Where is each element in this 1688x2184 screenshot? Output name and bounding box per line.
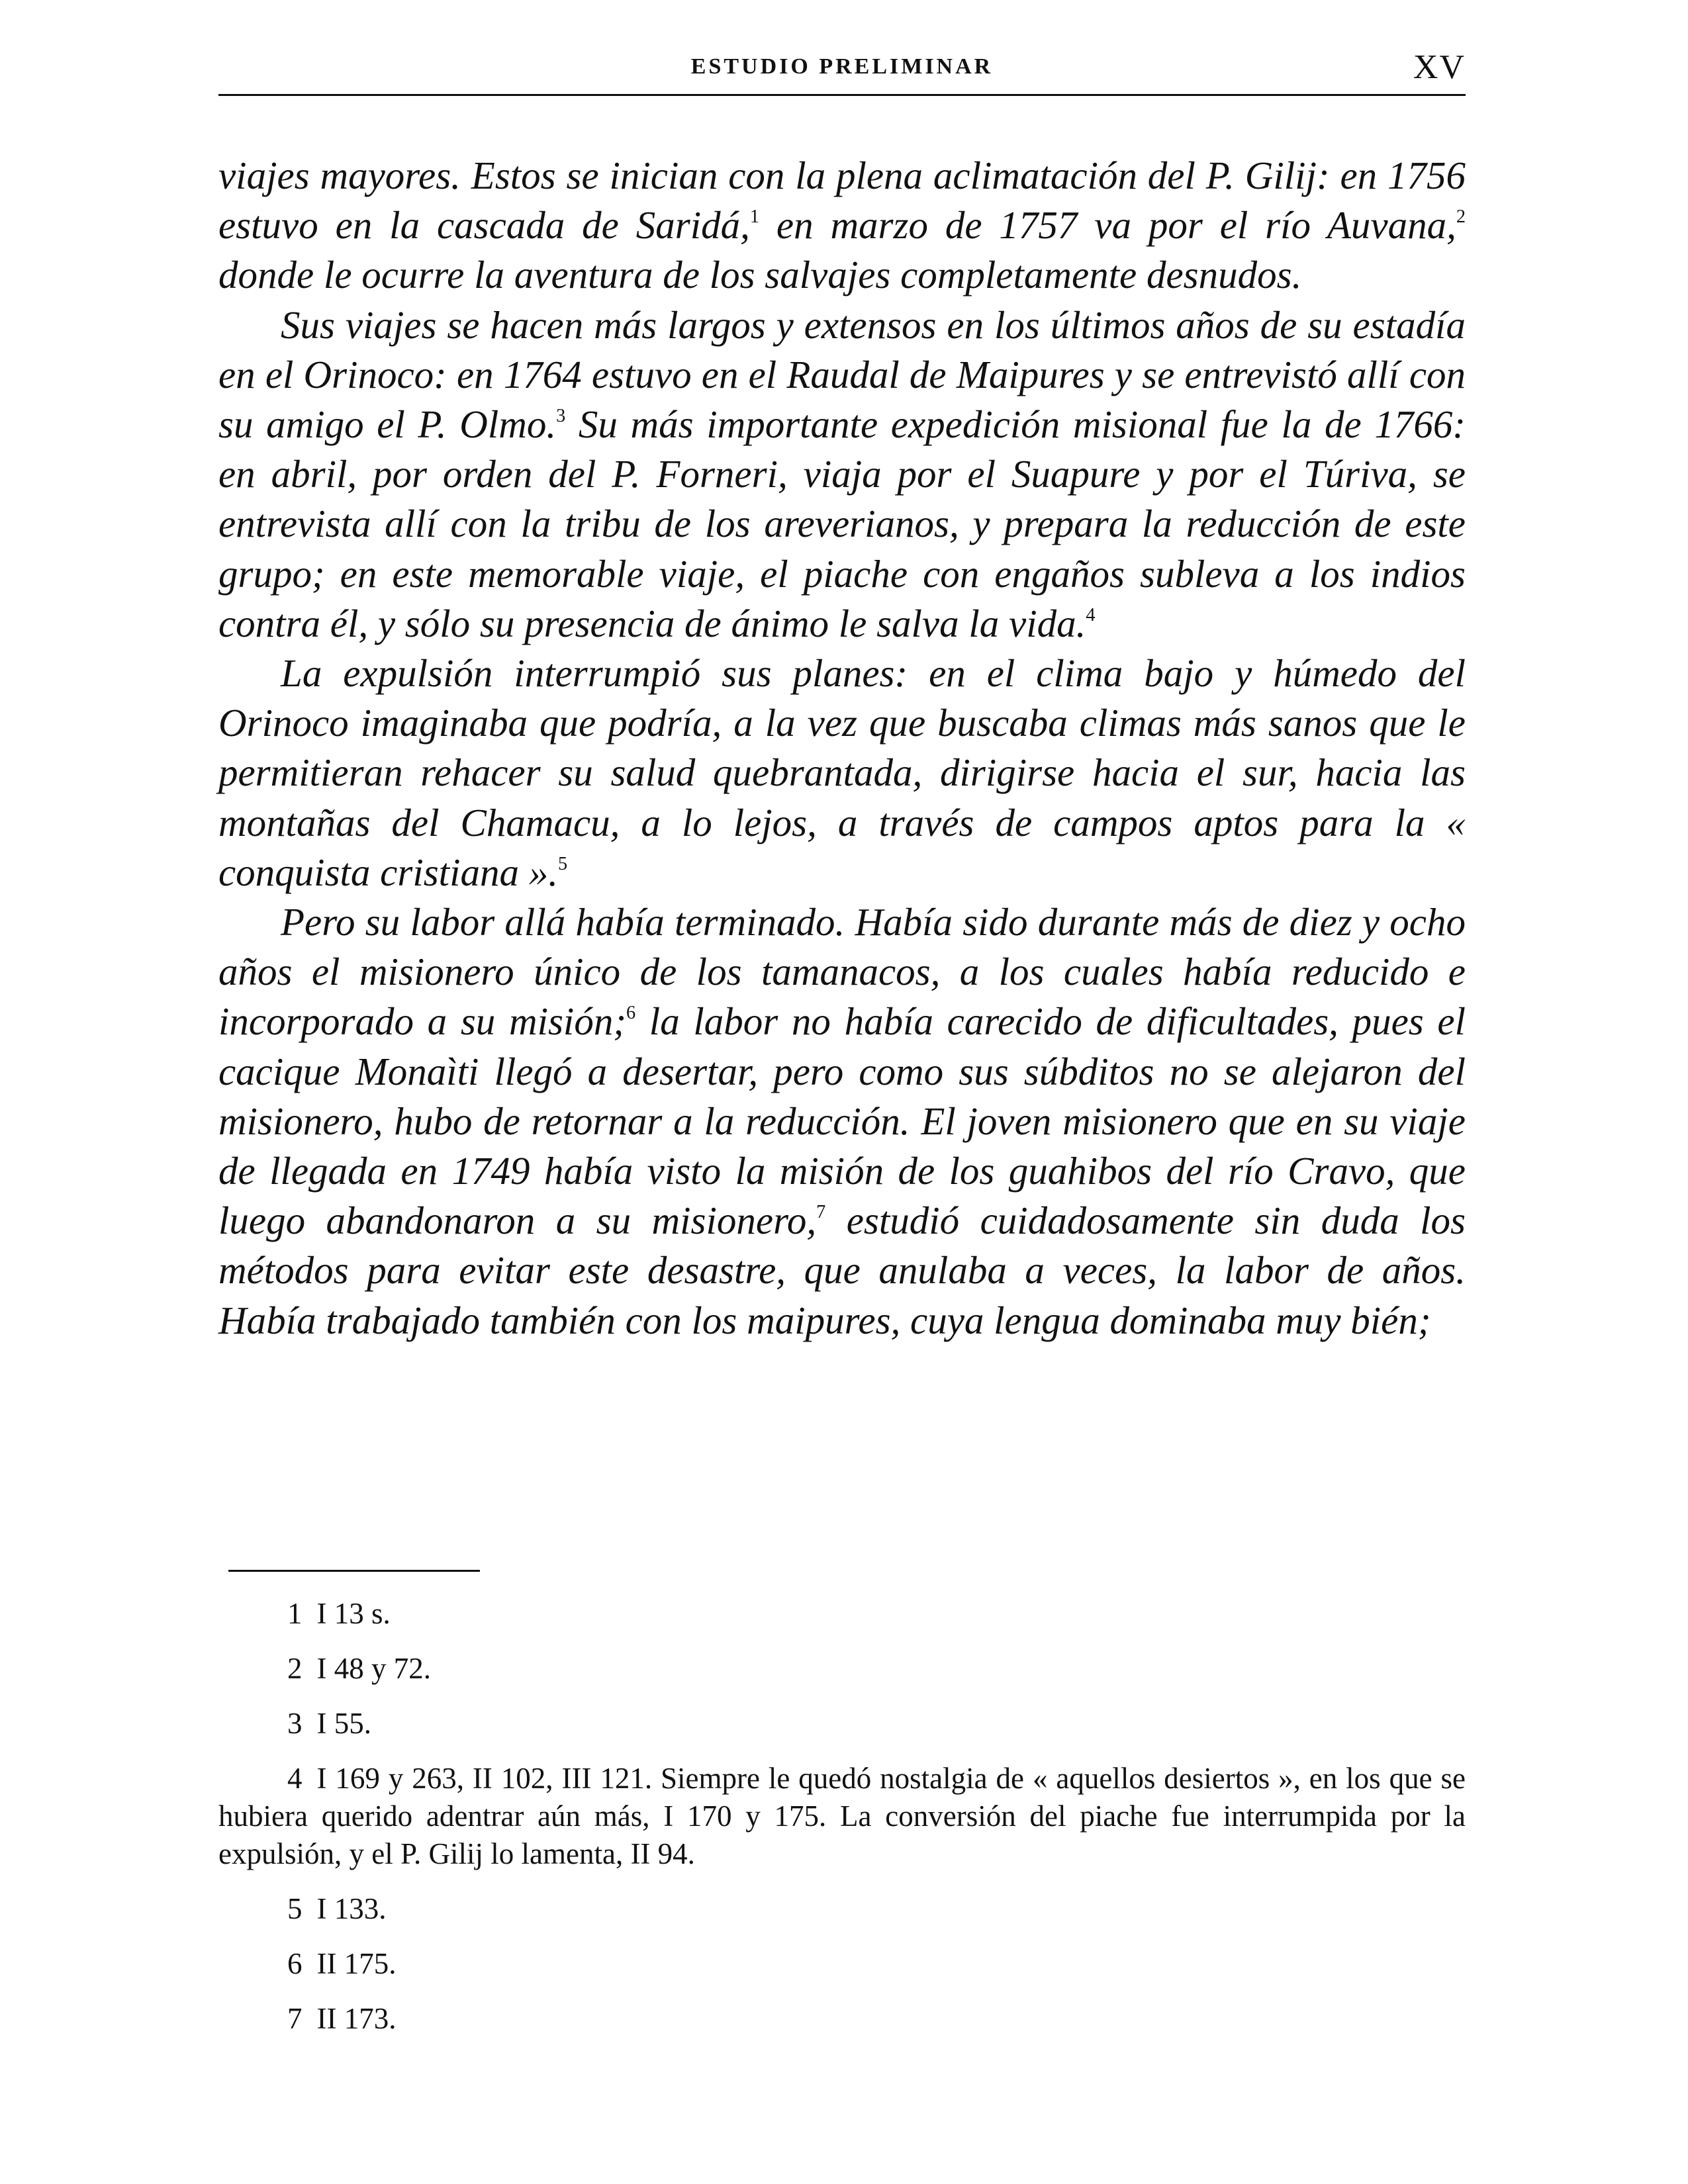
text-run: Su más importante expedición misional fue la de 1766: en abril, por orden del P. Forneri, viaja por el Suapure y por el Túriva, se entrevista allí con la tribu de los areverianos, y prepara la reducción de este grupo; en este memorable viaje, el piache con engaños subleva a los indios contra él, y sólo su presencia de ánimo le salva la vida.	[218, 402, 1466, 645]
footnote	[218, 1760, 1466, 1873]
footnote-ref-7: 7	[816, 1202, 826, 1223]
footnote-ref-5: 5	[557, 853, 568, 874]
paragraph-4	[218, 897, 1466, 1345]
page-header	[218, 48, 1466, 96]
paragraph-3	[218, 649, 1466, 897]
main-text	[218, 151, 1466, 1345]
footnote	[218, 1650, 1466, 1688]
text-run: Sus viajes se hacen más largos y extensos en los últimos años de su estadía en el Orinoco: en 1764 estuvo en el Raudal de Maipures y se entrevistó allí con su amigo el P. Olmo.	[218, 302, 1466, 447]
footnote-text: I 48 y 72.	[316, 1652, 431, 1685]
footnote-number: 3	[287, 1707, 303, 1740]
footnote	[218, 2000, 1466, 2038]
footnote-number: 5	[287, 1892, 303, 1925]
text-run: La expulsión interrumpió sus planes: en el clima bajo y húmedo del Orinoco imaginaba que podría, a la vez que buscaba climas más sanos que le permitieran rehacer su salud quebrantada, dirigirse hacia el sur, hacia las montañas del Chamacu, a lo lejos, a través de campos aptos para la « conquista cristiana ».	[218, 651, 1466, 894]
footnote	[218, 1945, 1466, 1983]
running-head: ESTUDIO PRELIMINAR	[690, 54, 994, 79]
footnote-ref-4: 4	[1086, 604, 1096, 625]
footnote-ref-2: 2	[1456, 206, 1466, 228]
text-run: estudió cuidadosamente sin duda los métodos para evitar este desastre, que anulaba a veces, la labor de años. Había trabajado también con los maipures, cuya lengua dominaba muy bién;	[218, 1199, 1466, 1342]
paragraph-2	[218, 300, 1466, 649]
footnote	[218, 1705, 1466, 1743]
footnote-text: II 173.	[316, 2002, 397, 2035]
footnote-number: 6	[287, 1947, 303, 1980]
footnote-text: II 175.	[316, 1947, 397, 1980]
footnote-ref-6: 6	[626, 1003, 636, 1024]
footnote-text: I 133.	[316, 1892, 387, 1925]
text-run: donde le ocurre la aventura de los salvajes completamente desnudos.	[218, 253, 1302, 297]
footnote-text: I 13 s.	[316, 1597, 391, 1630]
footnote-number: 2	[287, 1652, 303, 1685]
footnote-number: 7	[287, 2002, 303, 2035]
footnote-text: I 169 y 263, II 102, III 121. Siempre le quedó nostalgia de « aquellos desiertos », en los que se hubiera querido adentrar aún más, I 170 y 175. La conversión del piache fue interrumpida por la expulsión, y el P. Gilij lo lamenta, II 94.	[218, 1762, 1466, 1870]
footnotes	[218, 1595, 1466, 2055]
page-number: XV	[1413, 48, 1466, 86]
text-run: la labor no había carecido de dificultades, pues el cacique Monaìti llegó a desertar, pero como sus súbditos no se alejaron del misionero, hubo de retornar a la reducción. El joven misionero que en su viaje de llegada en 1749 había visto la misión de los guahibos del río Cravo, que luego abandonaron a su misionero,	[218, 999, 1466, 1243]
text-run: viajes mayores. Estos se inician con la plena aclimatación del P. Gilij: en 1756 estuvo en la cascada de Saridá,	[218, 154, 1466, 248]
footnote-number: 4	[287, 1762, 303, 1795]
text-run: en marzo de 1757 va por el río Auvana,	[759, 203, 1456, 248]
footnote	[218, 1595, 1466, 1633]
footnote-number: 1	[287, 1597, 303, 1630]
footnote-ref-3: 3	[556, 405, 566, 426]
footnote-divider	[228, 1570, 480, 1572]
text-run: Pero su labor allá había terminado. Había sido durante más de diez y ocho años el misionero único de los tamanacos, a los cuales había reducido e incorporado a su misión;	[218, 900, 1466, 1044]
footnote	[218, 1890, 1466, 1928]
footnote-ref-1: 1	[749, 206, 759, 228]
footnote-text: I 55.	[316, 1707, 371, 1740]
paragraph-1	[218, 151, 1466, 300]
